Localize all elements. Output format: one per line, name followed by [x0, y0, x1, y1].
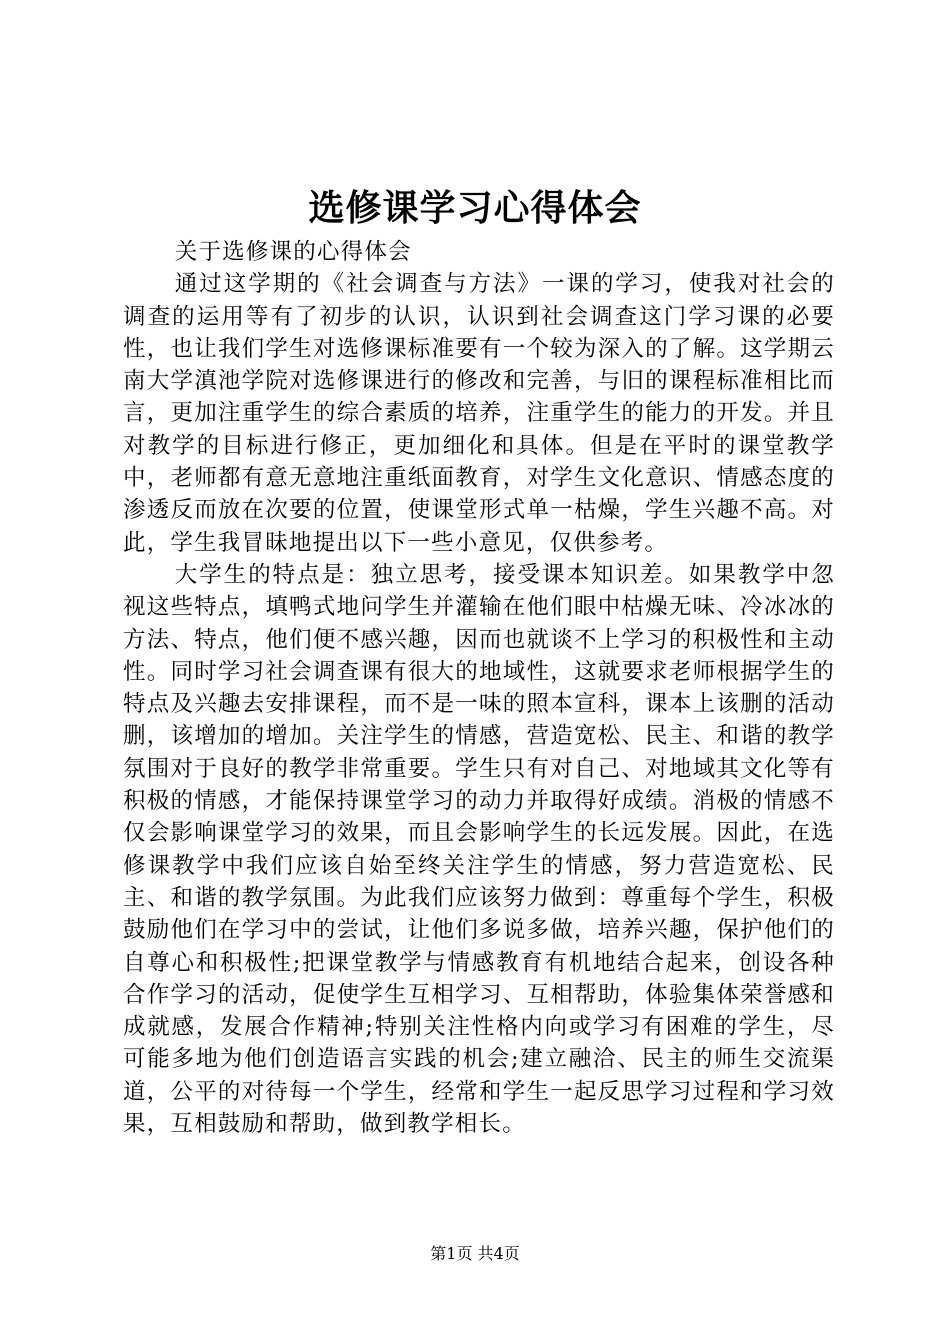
document-title: 选修课学习心得体会: [308, 187, 642, 229]
subtitle-paragraph: 关于选修课的心得体会: [174, 239, 412, 265]
body-paragraph-2: 大学生的特点是：独立思考，接受课本知识差。如果教学中忽视这些特点，填鸭式地问学生并灌输在他们眼中枯燥无味、冷冰冰的方法、特点，他们便不感兴趣，因而也就谈不上学习的积极性和主动性。同时学习社会调查课有很大的地域性，这就要求老师根据学生的特点及兴趣去安排课程，而不是一味的照本宣科，课本上该删的活动删，该增加的增加。关注学生的情感，营造宽松、民主、和谐的教学氛围对于良好的教学非常重要。学生只有对自己、对地域其文化等有积极的情感，才能保持课堂学习的动力并取得好成绩。消极的情感不仅会影响课堂学习的效果，而且会影响学生的长远发展。因此，在选修课教学中我们应该自始至终关注学生的情感，努力营造宽松、民主、和谐的教学氛围。为此我们应该努力做到：尊重每个学生，积极鼓励他们在学习中的尝试，让他们多说多做，培养兴趣，保护他们的自尊心和积极性;把课堂教学与情感教育有机地结合起来，创设各种合作学习的活动，促使学生互相学习、互相帮助，体验集体荣誉感和成就感，发展合作精神;特别关注性格内向或学习有困难的学生，尽可能多地为他们创造语言实践的机会;建立融洽、民主的师生交流渠道，公平的对待每一个学生，经常和学生一起反思学习过程和学习效果，互相鼓励和帮助，做到教学相长。: [123, 561, 835, 1138]
page-footer: 第1页 共4页: [430, 1244, 520, 1263]
document-body: [123, 236, 835, 1140]
body-paragraph-1: 通过这学期的《社会调查与方法》一课的学习，使我对社会的调查的运用等有了初步的认识，认识到社会调查这门学习课的必要性，也让我们学生对选修课标准要有一个较为深入的了解。这学期云南大学滇池学院对选修课进行的修改和完善，与旧的课程标准相比而言，更加注重学生的综合素质的培养，注重学生的能力的开发。并且对教学的目标进行修正，更加细化和具体。但是在平时的课堂教学中，老师都有意无意地注重纸面教育，对学生文化意识、情感态度的渗透反而放在次要的位置，使课堂形式单一枯燥，学生兴趣不高。对此，学生我冒昧地提出以下一些小意见，仅供参考。: [123, 271, 835, 556]
